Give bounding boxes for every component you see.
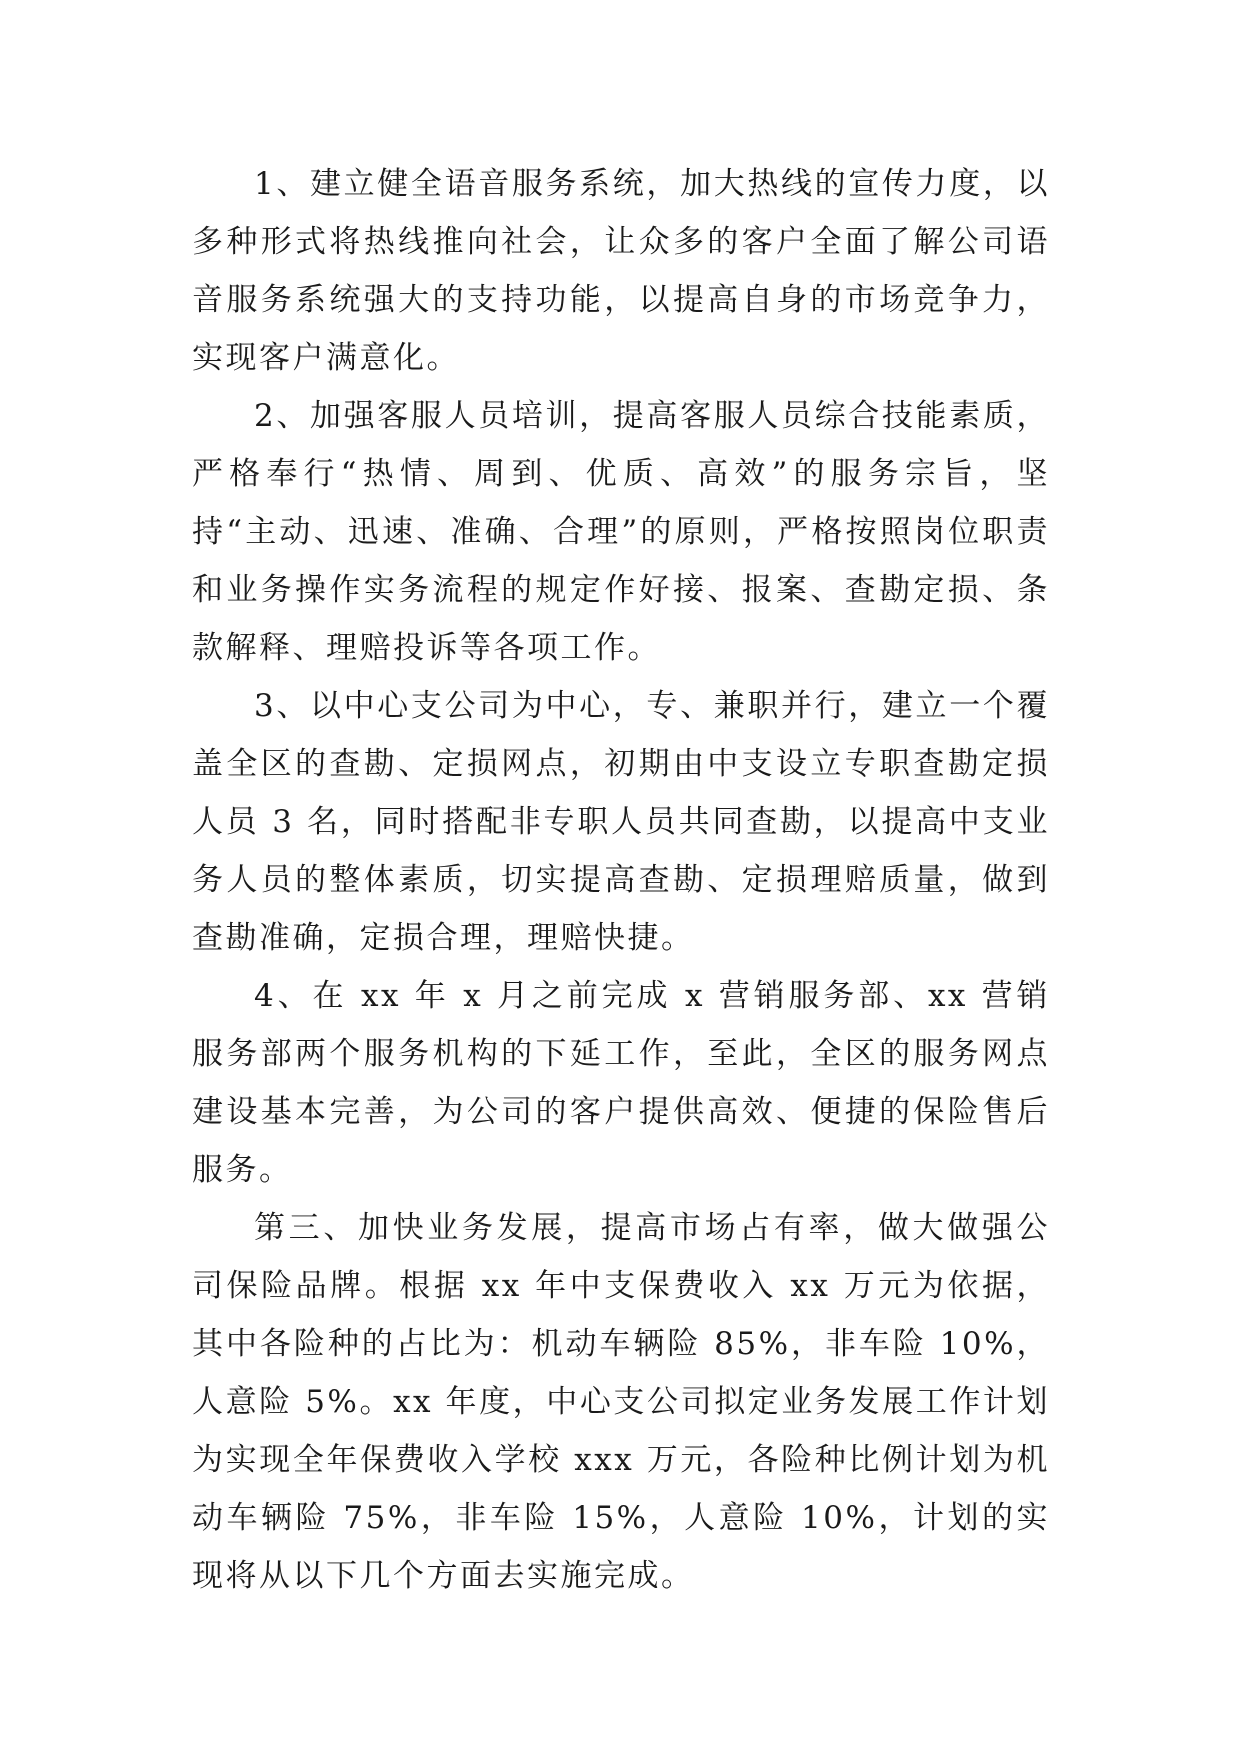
paragraph-4: 4、在 xx 年 x 月之前完成 x 营销服务部、xx 营销服务部两个服务机构的下延工作，至此，全区的服务网点建设基本完善，为公司的客户提供高效、便捷的保险售后服务。 — [192, 978, 1050, 1188]
document-body — [192, 155, 1050, 1605]
paragraph-3: 3、以中心支公司为中心，专、兼职并行，建立一个覆盖全区的查勘、定损网点，初期由中支设立专职查勘定损人员 3 名，同时搭配非专职人员共同查勘，以提高中支业务人员的整体素质，切实提高查勘、定损理赔质量，做到查勘准确，定损合理，理赔快捷。 — [192, 688, 1050, 956]
paragraph-1: 1、建立健全语音服务系统，加大热线的宣传力度，以多种形式将热线推向社会，让众多的客户全面了解公司语音服务系统强大的支持功能，以提高自身的市场竞争力，实现客户满意化。 — [192, 166, 1050, 376]
paragraph-5: 第三、加快业务发展，提高市场占有率，做大做强公司保险品牌。根据 xx 年中支保费收入 xx 万元为依据，其中各险种的占比为：机动车辆险 85%，非车险 10%，人意险 5%。xx 年度，中心支公司拟定业务发展工作计划为实现全年保费收入学校 xxx 万元，各险种比例计划为机动车辆险 75%，非车险 15%，人意险 10%，计划的实现将从以下几个方面去实施完成。 — [192, 1210, 1050, 1594]
paragraph-2: 2、加强客服人员培训，提高客服人员综合技能素质，严格奉行“热情、周到、优质、高效”的服务宗旨，坚持“主动、迅速、准确、合理”的原则，严格按照岗位职责和业务操作实务流程的规定作好接、报案、查勘定损、条款解释、理赔投诉等各项工作。 — [192, 398, 1050, 666]
